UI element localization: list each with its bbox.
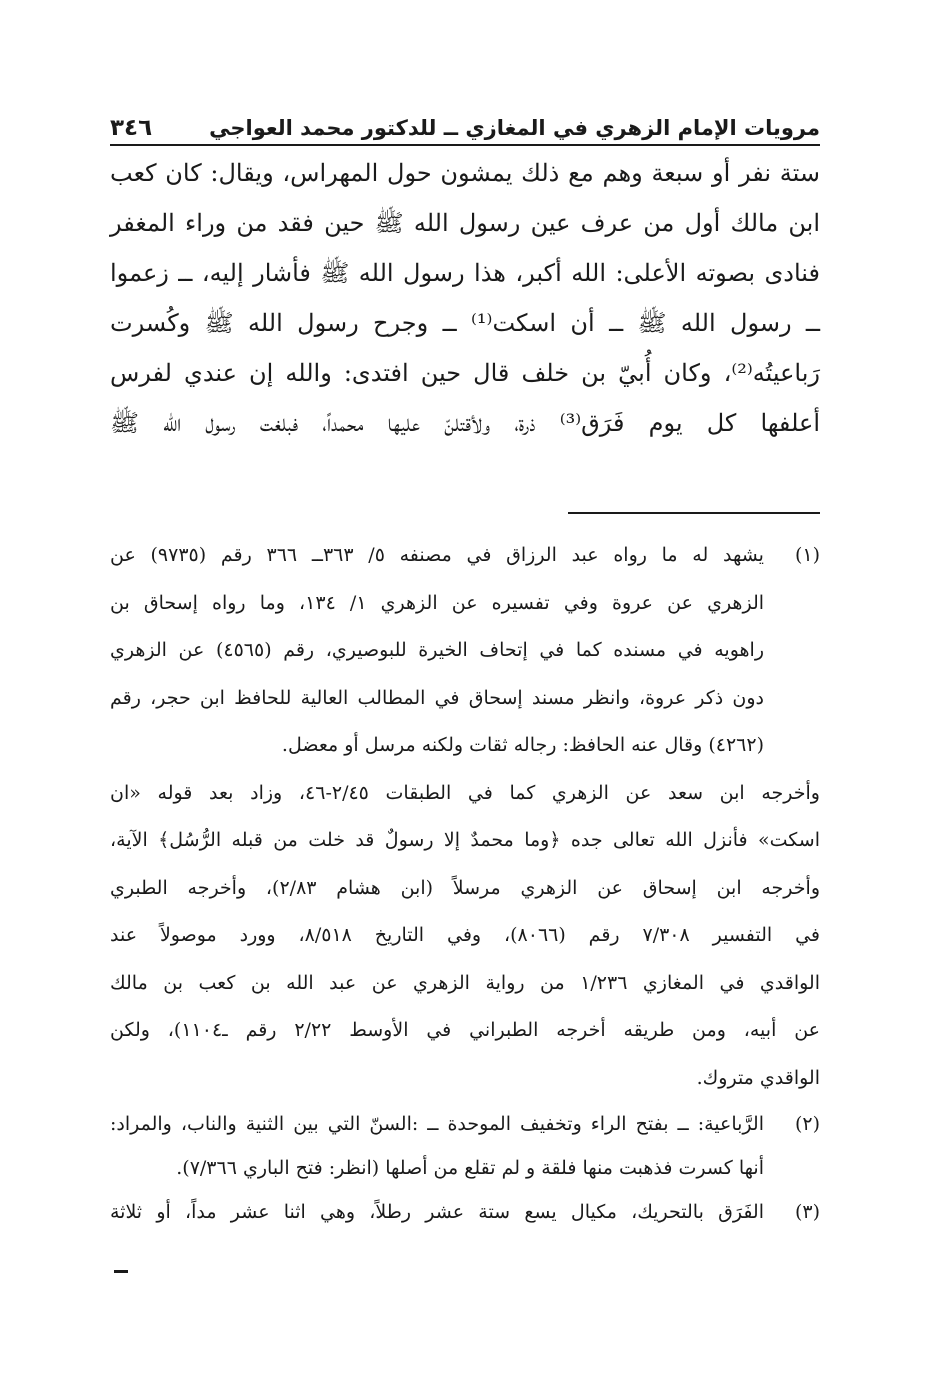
header-title: مرويات الإمام الزهري في المغازي ــ للدكتور محمد العواجي	[209, 116, 820, 140]
footnote-line: أنها كسرت فذهبت منها فلقة و لم تقلع من أصلها (انظر: فتح الباري ٧/٣٦٦).	[176, 1157, 764, 1179]
footnote-number: (٣)	[794, 1201, 820, 1223]
footnote-line: عن أبيه، ومن طريقه أخرجه الطبراني في الأوسط ٢/٢٢ رقم ـ١١٠٤)، ولكن	[110, 1019, 820, 1041]
footnote-line: يشهد له ما رواه عبد الرزاق في مصنفه ٥/ ٣٦٣ــ ٣٦٦ رقم (٩٧٣٥) عن	[110, 544, 764, 566]
footnote-3	[110, 1190, 820, 1234]
footnote-line: راهويه في مسنده كما في إتحاف الخيرة للبوصيري، رقم (٤٥٦٥) عن الزهري	[110, 639, 764, 661]
footnote-line: الواقدي متروك.	[696, 1066, 820, 1089]
footnote-line: الواقدي في المغازي ١/٢٣٦ من رواية الزهري عن عبد الله بن كعب بن مالك	[110, 971, 820, 994]
footnote-2	[110, 1102, 820, 1190]
body-line: ابن مالك أول من عرف عين رسول الله ﷺ حين فقد من وراء المغفر	[110, 209, 820, 237]
footnote-line: وأخرجه ابن سعد عن الزهري كما في الطبقات ٢/٤٥-٤٦، وزاد بعد قوله «ان	[110, 781, 820, 804]
footnote-separator	[568, 512, 820, 514]
footnote-line: اسكت» فأنزل الله تعالى جده ﴿وما محمدٌ إلا رسولٌ قد خلت من قبله الرُّسُل﴾ الآية،	[110, 829, 820, 851]
footnote-line: الزهري عن عروة وفي تفسيره عن الزهري ١/ ١٣٤، وما رواه إسحاق بن	[110, 591, 765, 614]
footnote-number: (٢)	[794, 1113, 820, 1135]
footnote-line: وأخرجه ابن إسحاق عن الزهري مرسلاً (ابن هشام ٢/٨٣)، وأخرجه الطبري	[110, 876, 820, 899]
running-header	[110, 100, 820, 146]
footnote-line: في التفسير ٧/٣٠٨ رقم (٨٠٦٦)، وفي التاريخ ٨/٥١٨، وورد موصولاً عند	[110, 924, 821, 946]
footnote-line: الرَّباعية: ــ بفتح الراء وتخفيف الموحدة ــ :السنّ التي بين الثنية والناب، والمراد:	[110, 1113, 764, 1135]
footnote-1	[110, 532, 820, 770]
footnote-number: (١)	[794, 544, 820, 566]
page-number: ٣٤٦	[110, 115, 153, 141]
footnote-line: الفَرَق بالتحريك، مكيال يسع ستة عشر رطلاً، وهي اثنا عشر مداً، أو ثلاثة	[110, 1201, 764, 1223]
main-text	[110, 148, 820, 448]
footnote-line: (٤٢٦٢) وقال عنه الحافظ: رجاله ثقات ولكنه مرسل أو معضل.	[281, 734, 764, 756]
body-line: ستة نفر أو سبعة وهم مع ذلك يمشون حول المهراس، ويقال: كان كعب	[110, 159, 820, 187]
continuation-mark	[114, 1270, 128, 1273]
body-line: ــ رسول الله ﷺ ــ أن اسكت⁽¹⁾ ــ وجرح رسول الله ﷺ وكُسرت	[110, 309, 820, 337]
footnotes	[110, 532, 820, 1234]
body-line: أعلفها كل يوم فَرَق⁽³⁾ ذرة، ولأقتلنّ عليها محمداً، فبلغت رسول الله ﷺ	[110, 409, 820, 437]
footnote-line: دون ذكر عروة، وانظر مسند إسحاق في المطالب العالية للحافظ ابن حجر، رقم	[110, 686, 764, 709]
body-line: رَباعيتُه⁽²⁾، وكان أُبيّ بن خلف قال حين افتدى: والله إن عندي لفرس	[110, 359, 820, 387]
footnote-1-continuation	[110, 770, 820, 1103]
body-line: فنادى بصوته الأعلى: الله أكبر، هذا رسول الله ﷺ فأشار إليه، ــ زعموا	[110, 259, 820, 287]
